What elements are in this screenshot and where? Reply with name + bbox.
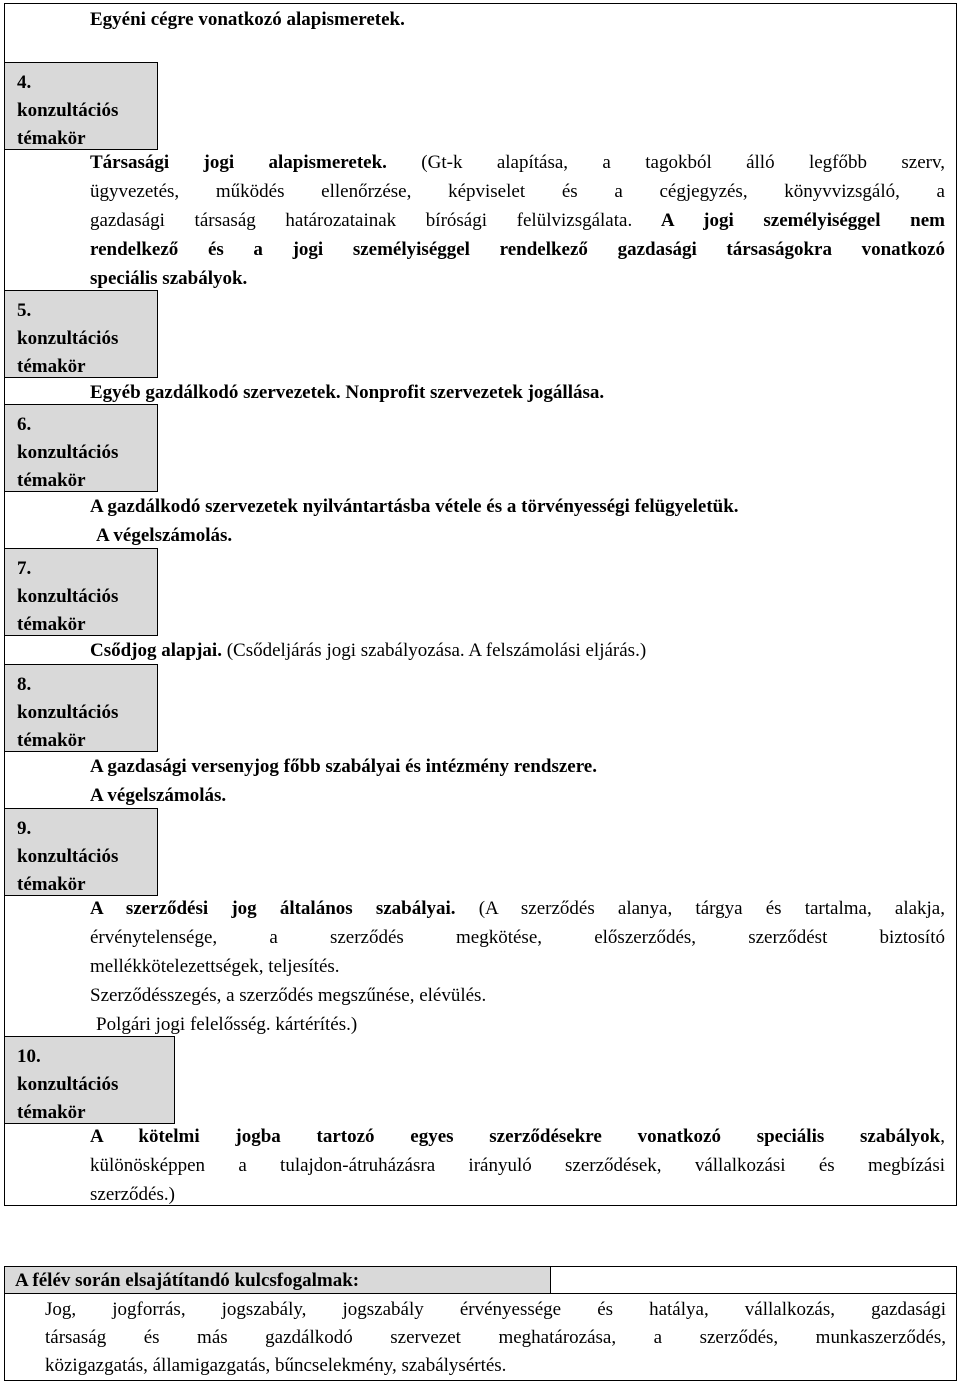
topic-6-content bbox=[90, 492, 945, 550]
topic-word: témakör bbox=[17, 470, 86, 491]
keyconcepts-header bbox=[4, 1266, 551, 1294]
topic-10-text: különösképpen a tulajdon-átruházásra irányuló szerződések, vállalkozási és megbízási bbox=[90, 1155, 945, 1176]
topic-label-9 bbox=[5, 808, 158, 896]
keyconcepts-body bbox=[4, 1294, 957, 1381]
topic-number: 6. bbox=[17, 414, 32, 435]
topic-4-text-bold: A jogi személyiséggel nem bbox=[632, 210, 945, 231]
topic-9-content bbox=[90, 894, 945, 1039]
topic-label-5 bbox=[5, 290, 158, 378]
topic-8-text: A végelszámolás. bbox=[90, 785, 227, 806]
topic-number: 7. bbox=[17, 558, 32, 579]
topic-word: témakör bbox=[17, 356, 86, 377]
topic-9-title: A szerződési jog általános szabályai. bbox=[90, 898, 456, 919]
keyconcepts-header-empty-cell bbox=[551, 1266, 957, 1294]
keyconcepts-title: A félév során elsajátítandó kulcsfogalmak: bbox=[15, 1270, 360, 1291]
topic-10-content bbox=[90, 1122, 945, 1209]
topic-9-text: Polgári jogi felelősség. kártérítés.) bbox=[96, 1014, 358, 1035]
topic-4-text: gazdasági társaság határozatainak bírósági felülvizsgálata. bbox=[90, 210, 633, 231]
topic-number: 4. bbox=[17, 72, 32, 93]
topic-4-text: (Gt-k alapítása, a tagokból álló legfőbb szerv, bbox=[386, 152, 945, 173]
topic-label-6 bbox=[5, 404, 158, 492]
topic-label-10 bbox=[5, 1036, 175, 1124]
topic-word: konzultációs bbox=[17, 442, 119, 463]
topic-word: témakör bbox=[17, 874, 86, 895]
topic-8-content bbox=[90, 752, 945, 810]
topic-word: konzultációs bbox=[17, 586, 119, 607]
topic-number: 9. bbox=[17, 818, 32, 839]
topic-10-text: szerződés.) bbox=[90, 1184, 175, 1205]
topic-word: konzultációs bbox=[17, 846, 119, 867]
topic-word: témakör bbox=[17, 128, 86, 149]
topic-5-content bbox=[90, 378, 945, 407]
topic-9-text: mellékkötelezettségek, teljesítés. bbox=[90, 956, 340, 977]
topic-word: témakör bbox=[17, 730, 86, 751]
topic-word: konzultációs bbox=[17, 100, 119, 121]
topic-4-text-bold: speciális szabályok. bbox=[90, 268, 248, 289]
topic-4-text-bold: rendelkező és a jogi személyiséggel rendelkező gazdasági társaságokra vonatkozó bbox=[90, 239, 945, 260]
topic-label-7 bbox=[5, 548, 158, 636]
topic-9-text: Szerződésszegés, a szerződés megszűnése, elévülés. bbox=[90, 985, 487, 1006]
topic-6-text: A gazdálkodó szervezetek nyilvántartásba vétele és a törvényességi felügyeletük. bbox=[90, 496, 739, 517]
topic-3-text: Egyéni cégre vonatkozó alapismeretek. bbox=[90, 9, 405, 30]
keyconcepts-text: Jog, jogforrás, jogszabály, jogszabály érvényessége és hatálya, vállalkozás, gazdasági bbox=[45, 1299, 946, 1320]
topic-7-title: Csődjog alapjai. bbox=[90, 640, 222, 661]
topic-9-text: (A szerződés alanya, tárgya és tartalma, alakja, bbox=[455, 898, 945, 919]
topic-4-text: ügyvezetés, működés ellenőrzése, képviselet és a cégjegyzés, könyvvizsgáló, a bbox=[90, 181, 945, 202]
topic-5-text: Egyéb gazdálkodó szervezetek. Nonprofit szervezetek jogállása. bbox=[90, 382, 605, 403]
topic-number: 5. bbox=[17, 300, 32, 321]
topic-10-text: , bbox=[940, 1126, 945, 1147]
topic-word: témakör bbox=[17, 1102, 86, 1123]
keyconcepts-text: társaság és más gazdálkodó szervezet meghatározása, a szerződés, munkaszerződés, bbox=[45, 1327, 946, 1348]
topic-7-text: (Csődeljárás jogi szabályozása. A felszámolási eljárás.) bbox=[221, 640, 647, 661]
topic-number: 8. bbox=[17, 674, 32, 695]
topic-number: 10. bbox=[17, 1046, 41, 1067]
topic-word: konzultációs bbox=[17, 328, 119, 349]
topic-word: konzultációs bbox=[17, 702, 119, 723]
topic-word: konzultációs bbox=[17, 1074, 119, 1095]
topic-9-text: érvénytelensége, a szerződés megkötése, előszerződés, szerződést biztosító bbox=[90, 927, 945, 948]
topic-word: témakör bbox=[17, 614, 86, 635]
topic-4-content bbox=[90, 148, 945, 293]
topic-label-8 bbox=[5, 664, 158, 752]
topic-3-content bbox=[90, 6, 405, 34]
topic-label-4 bbox=[5, 62, 158, 150]
topic-6-text: A végelszámolás. bbox=[96, 525, 233, 546]
topic-8-text: A gazdasági versenyjog főbb szabályai és intézmény rendszere. bbox=[90, 756, 597, 777]
topic-10-title: A kötelmi jogba tartozó egyes szerződésekre vonatkozó speciális szabályok bbox=[90, 1126, 941, 1147]
topic-4-title: Társasági jogi alapismeretek. bbox=[90, 152, 387, 173]
topic-7-content bbox=[90, 636, 945, 665]
keyconcepts-text: közigazgatás, államigazgatás, bűncselekmény, szabálysértés. bbox=[45, 1355, 507, 1376]
